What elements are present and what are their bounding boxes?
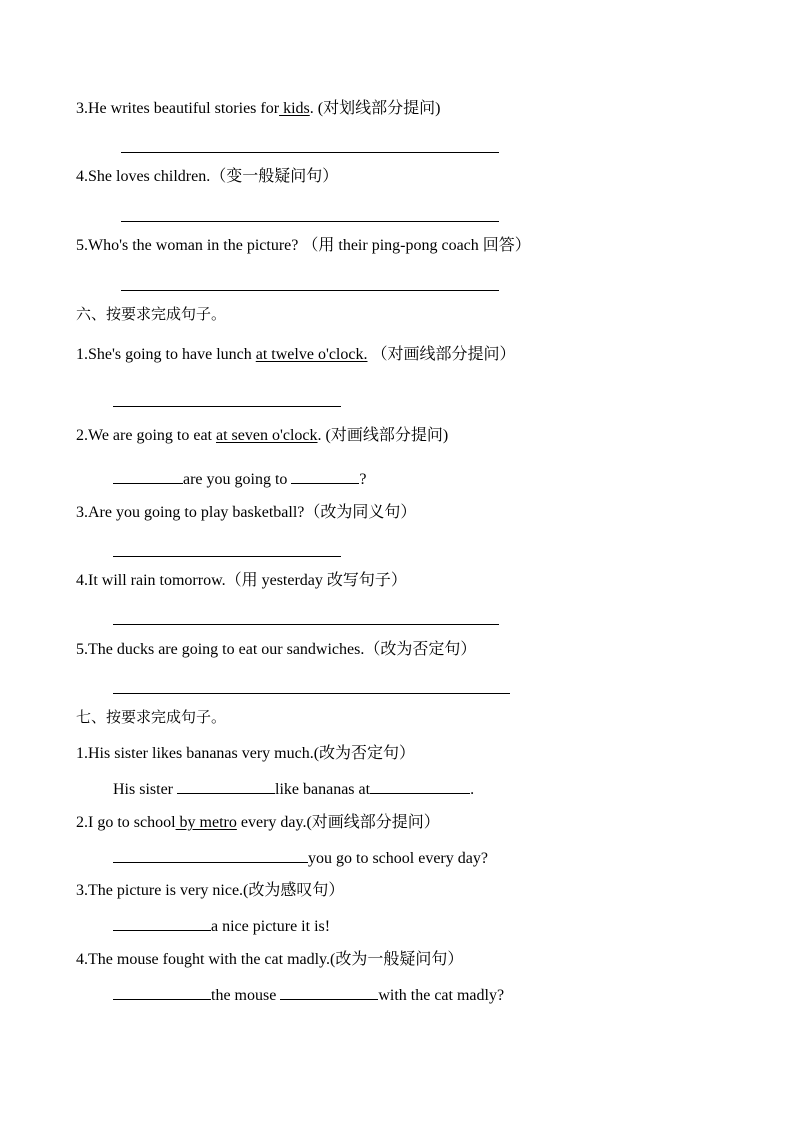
question-6-2 xyxy=(76,426,448,446)
question-6-3: 3.Are you going to play basketball?（改为同义句） xyxy=(76,504,417,521)
question-6-4: 4.It will rain tomorrow.（用 yesterday 改写句子） xyxy=(76,572,407,589)
question-7-3: 3.The picture is very nice.(改为感叹句） xyxy=(76,882,345,899)
instruction: every day.(对画线部分提问） xyxy=(236,814,440,831)
answer-text: a nice picture it is! xyxy=(211,918,331,935)
answer-text: are you going to xyxy=(183,471,292,488)
answer-line[interactable] xyxy=(113,693,510,694)
section-7-heading: 七、按要求完成句子。 xyxy=(76,708,227,726)
instruction: （对画线部分提问） xyxy=(367,346,516,363)
instruction: . (对划线部分提问) xyxy=(309,100,441,117)
answer-line[interactable] xyxy=(113,556,341,557)
underlined-phrase: by metro xyxy=(175,814,237,831)
question-5-5: 5.Who's the woman in the picture? （用 their ping-pong coach 回答） xyxy=(76,237,531,254)
question-6-5: 5.The ducks are going to eat our sandwiches.（改为否定句） xyxy=(76,641,477,658)
answer-line[interactable] xyxy=(121,221,499,222)
underlined-phrase: kids xyxy=(279,100,310,117)
answer-blank[interactable] xyxy=(113,848,308,863)
answer-line[interactable] xyxy=(113,624,499,625)
underlined-phrase: at twelve o'clock. xyxy=(255,346,368,363)
question-text: 3.He writes beautiful stories for xyxy=(76,100,280,117)
answer-text: like bananas at xyxy=(275,781,371,798)
answer-6-2 xyxy=(113,469,367,490)
answer-text: . xyxy=(470,781,475,798)
question-7-1: 1.His sister likes bananas very much.(改为否定句） xyxy=(76,745,416,762)
answer-blank[interactable] xyxy=(370,779,470,794)
underlined-phrase: at seven o'clock xyxy=(216,427,318,444)
answer-text: you go to school every day? xyxy=(308,850,488,867)
answer-7-4 xyxy=(113,985,504,1006)
answer-text: with the cat madly? xyxy=(378,987,505,1004)
answer-7-3 xyxy=(113,916,330,937)
section-6-heading: 六、按要求完成句子。 xyxy=(76,305,227,323)
answer-blank[interactable] xyxy=(113,469,183,484)
instruction: . (对画线部分提问) xyxy=(317,427,449,444)
answer-blank[interactable] xyxy=(113,916,211,931)
question-text: 2.We are going to eat xyxy=(76,427,216,444)
answer-line[interactable] xyxy=(121,290,499,291)
answer-blank[interactable] xyxy=(280,985,378,1000)
question-text: 1.She's going to have lunch xyxy=(76,346,256,363)
question-text: 2.I go to school xyxy=(76,814,176,831)
question-5-4: 4.She loves children.（变一般疑问句） xyxy=(76,168,339,185)
question-5-3 xyxy=(76,99,440,119)
answer-7-2 xyxy=(113,848,488,869)
answer-7-1 xyxy=(113,779,474,800)
answer-blank[interactable] xyxy=(177,779,275,794)
question-7-2 xyxy=(76,813,440,833)
answer-blank[interactable] xyxy=(113,985,211,1000)
answer-text: ? xyxy=(359,471,367,488)
answer-line[interactable] xyxy=(113,406,341,407)
question-6-1 xyxy=(76,345,516,365)
answer-line[interactable] xyxy=(121,152,499,153)
answer-text: His sister xyxy=(113,781,177,798)
answer-text: the mouse xyxy=(211,987,281,1004)
answer-blank[interactable] xyxy=(291,469,359,484)
question-7-4: 4.The mouse fought with the cat madly.(改为一般疑问句） xyxy=(76,951,464,968)
